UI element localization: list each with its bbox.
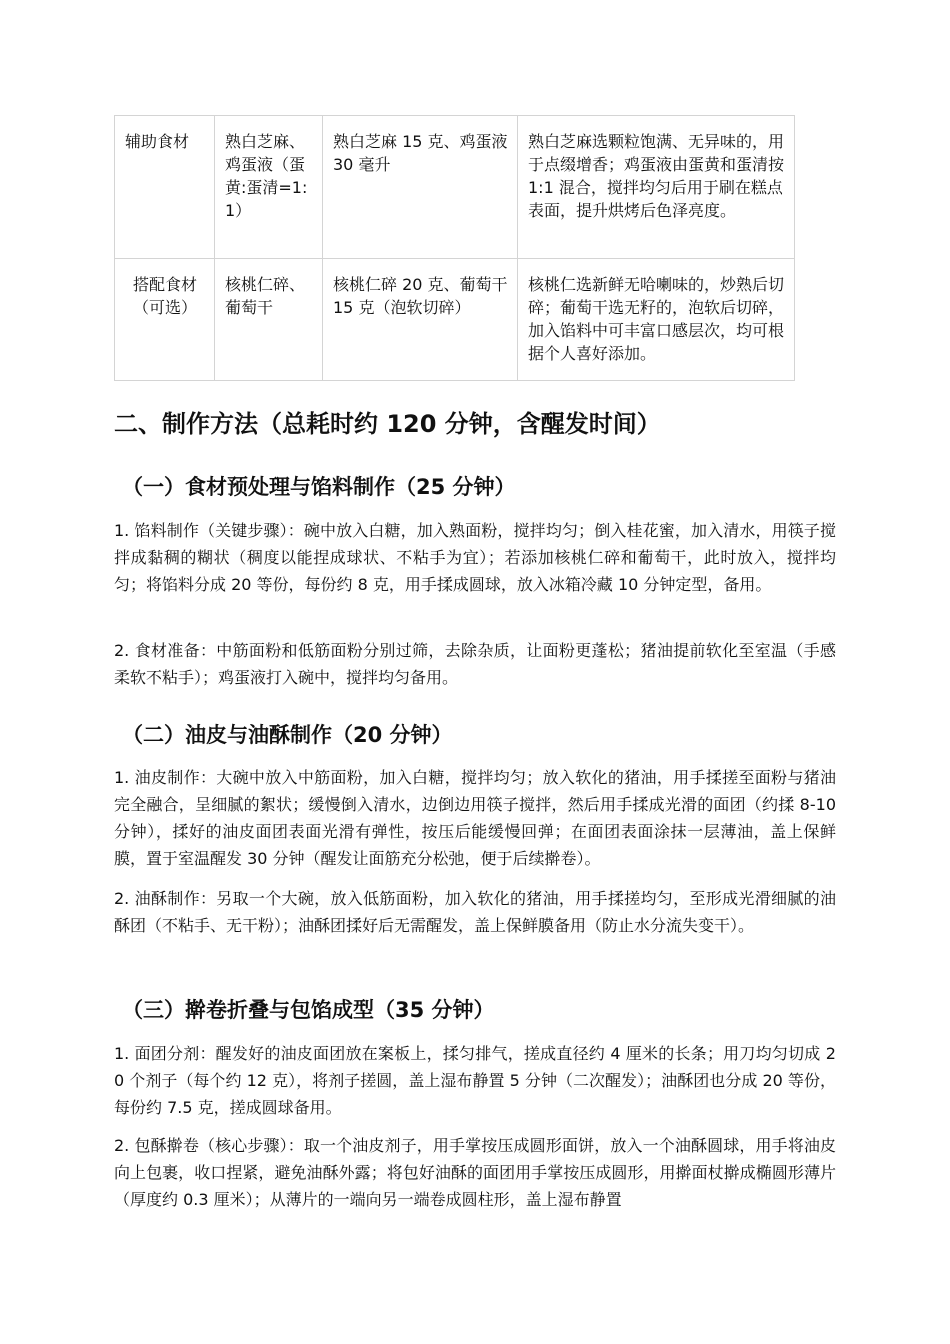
- paragraph-oil-pastry: 2. 油酥制作：另取一个大碗，放入低筋面粉，加入软化的猪油，用手揉搓均匀，至形成光滑细腻的油酥团（不粘手、无干粉）；油酥团揉好后无需醒发，盖上保鲜膜备用（防止水分流失变干）。: [114, 889, 836, 935]
- table-cell-category: 辅助食材: [115, 116, 215, 259]
- table-cell-ingredients: 核桃仁碎、葡萄干: [215, 259, 323, 381]
- paragraph-ingredient-prep: 2. 食材准备：中筋面粉和低筋面粉分别过筛，去除杂质，让面粉更蓬松；猪油提前软化至室温（手感柔软不粘手）；鸡蛋液打入碗中，搅拌均匀备用。: [114, 641, 836, 687]
- section-heading: 二、制作方法（总耗时约 120 分钟，含醒发时间）: [114, 410, 661, 438]
- table-row: [115, 259, 795, 381]
- table-cell-category: 搭配食材（可选）: [115, 259, 215, 381]
- ingredients-table: [114, 115, 795, 381]
- paragraph-dough-division: 1. 面团分剂：醒发好的油皮面团放在案板上，揉匀排气，搓成直径约 4 厘米的长条；用刀均匀切成 20 个剂子（每个约 12 克），将剂子搓圆，盖上湿布静置 5 分钟（二次醒发）；油酥团也分成 20 等份，每份约 7.5 克，搓成圆球备用。: [114, 1044, 836, 1117]
- subsection-heading-shaping: （三）擀卷折叠与包馅成型（35 分钟）: [122, 998, 495, 1022]
- paragraph-oil-dough: 1. 油皮制作：大碗中放入中筋面粉，加入白糖，搅拌均匀；放入软化的猪油，用手揉搓至面粉与猪油完全融合，呈细腻的絮状；缓慢倒入清水，边倒边用筷子搅拌，然后用手揉成光滑的面团（约揉 8-10 分钟），揉好的油皮面团表面光滑有弹性，按压后能缓慢回弹；在面团表面涂抹一层薄油，盖上保鲜膜，置于室温醒发 30 分钟（醒发让面筋充分松弛，便于后续擀卷）。: [114, 768, 836, 868]
- paragraph-filling: 1. 馅料制作（关键步骤）：碗中放入白糖，加入熟面粉，搅拌均匀；倒入桂花蜜，加入清水，用筷子搅拌成黏稠的糊状（稠度以能捏成球状、不粘手为宜）；若添加核桃仁碎和葡萄干，此时放入，搅拌均匀；将馅料分成 20 等份，每份约 8 克，用手揉成圆球，放入冰箱冷藏 10 分钟定型，备用。: [114, 521, 836, 594]
- subsection-heading-prep: （一）食材预处理与馅料制作（25 分钟）: [122, 475, 516, 499]
- table-cell-ingredients: 熟白芝麻、鸡蛋液（蛋黄:蛋清=1:1）: [215, 116, 323, 259]
- table-row: [115, 116, 795, 259]
- table-cell-amount: 核桃仁碎 20 克、葡萄干 15 克（泡软切碎）: [323, 259, 518, 381]
- subsection-heading-dough: （二）油皮与油酥制作（20 分钟）: [122, 723, 453, 747]
- table-cell-note: 熟白芝麻选颗粒饱满、无异味的，用于点缀增香；鸡蛋液由蛋黄和蛋清按 1:1 混合，搅拌均匀后用于刷在糕点表面，提升烘烤后色泽亮度。: [518, 116, 795, 259]
- table-cell-amount: 熟白芝麻 15 克、鸡蛋液 30 毫升: [323, 116, 518, 259]
- paragraph-wrapping: 2. 包酥擀卷（核心步骤）：取一个油皮剂子，用手掌按压成圆形面饼，放入一个油酥圆球，用手将油皮向上包裹，收口捏紧，避免油酥外露；将包好油酥的面团用手掌按压成圆形，用擀面杖擀成椭圆形薄片（厚度约 0.3 厘米）；从薄片的一端向另一端卷成圆柱形，盖上湿布静置: [114, 1136, 836, 1209]
- table-cell-note: 核桃仁选新鲜无哈喇味的，炒熟后切碎；葡萄干选无籽的，泡软后切碎，加入馅料中可丰富口感层次，均可根据个人喜好添加。: [518, 259, 795, 381]
